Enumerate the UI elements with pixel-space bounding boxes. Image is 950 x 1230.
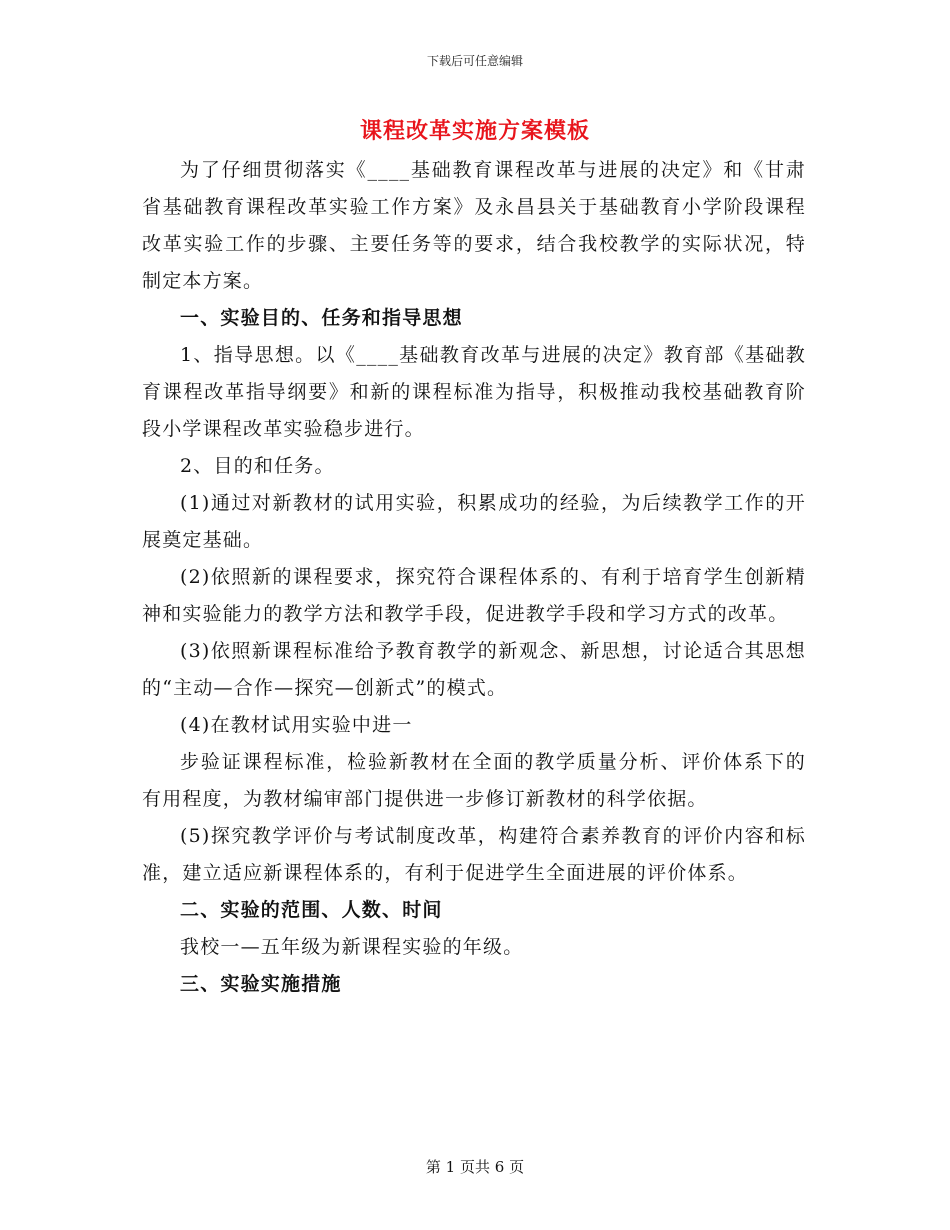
paragraph-item-2: (2)依照新的课程要求，探究符合课程体系的、有利于培育学生创新精神和实验能力的教学方法和教学手段，促进教学手段和学习方式的改革。 [142, 566, 806, 625]
header-note: 下载后可任意编辑 [426, 54, 523, 68]
paragraph-item-3: (3)依照新课程标准给予教育教学的新观念、新思想，讨论适合其思想的“主动—合作—探究—创新式”的模式。 [142, 640, 806, 699]
paragraph-item-4: (4)在教材试用实验中进一 [180, 714, 413, 736]
document-body [142, 152, 806, 1003]
paragraph-intro: 为了仔细贯彻落实《____基础教育课程改革与进展的决定》和《甘肃省基础教育课程改革实验工作方案》及永昌县关于基础教育小学阶段课程改革实验工作的步骤、主要任务等的要求，结合我校教学的实际状况，特制定本方案。 [142, 159, 806, 292]
paragraph-scope: 我校一—五年级为新课程实验的年级。 [180, 936, 524, 958]
page-footer: 第 1 页共 6 页 [425, 1158, 525, 1176]
paragraph-item-1: (1)通过对新教材的试用实验，积累成功的经验，为后续教学工作的开展奠定基础。 [142, 492, 806, 551]
paragraph-item-5: (5)探究教学评价与考试制度改革，构建符合素养教育的评价内容和标准，建立适应新课程体系的，有利于促进学生全面进展的评价体系。 [142, 825, 806, 884]
paragraph-goals: 2、目的和任务。 [180, 455, 335, 477]
section-heading-2: 二、实验的范围、人数、时间 [180, 899, 443, 921]
paragraph-guiding-thought: 1、指导思想。以《____基础教育改革与进展的决定》教育部《基础教育课程改革指导纲要》和新的课程标准为指导，积极推动我校基础教育阶段小学课程改革实验稳步进行。 [142, 344, 806, 440]
paragraph-item-4-continued: 步验证课程标准，检验新教材在全面的教学质量分析、评价体系下的有用程度，为教材编审部门提供进一步修订新教材的科学依据。 [142, 751, 806, 810]
section-heading-1: 一、实验目的、任务和指导思想 [180, 307, 463, 329]
document-title: 课程改革实施方案模板 [359, 118, 590, 144]
section-heading-3: 三、实验实施措施 [180, 973, 342, 995]
